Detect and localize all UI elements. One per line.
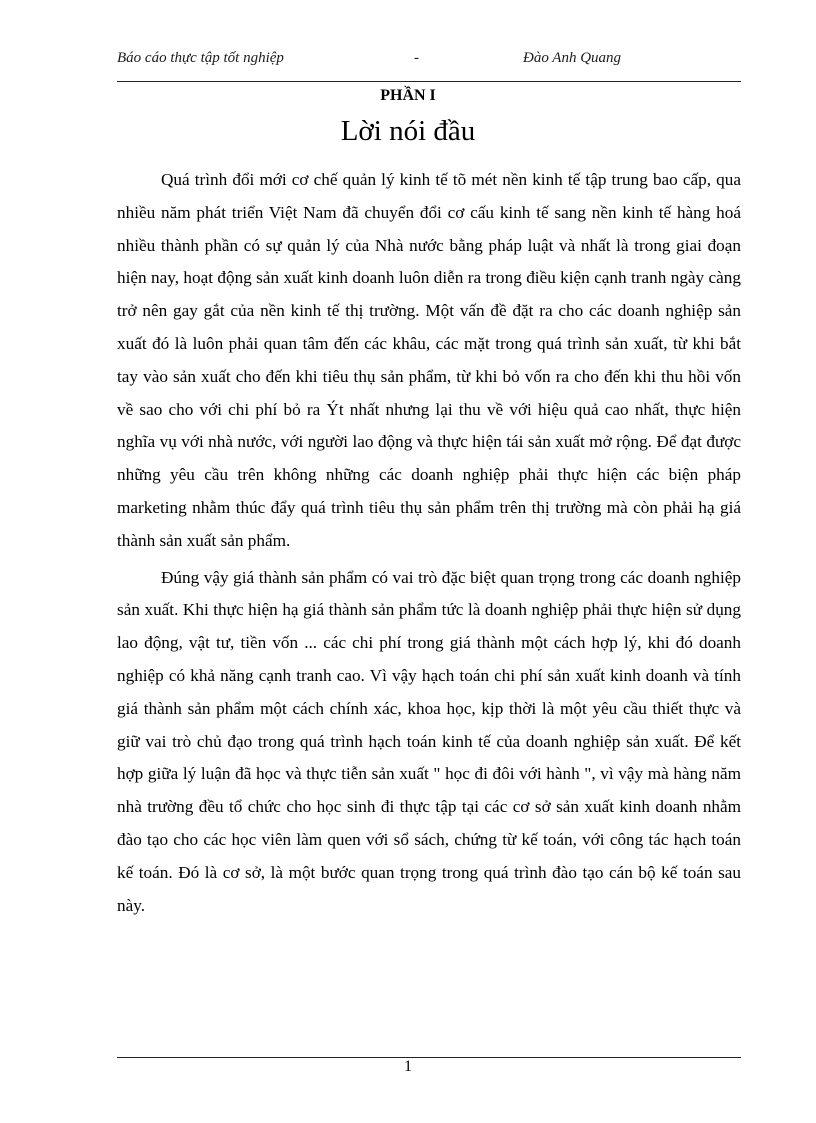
body-text bbox=[117, 164, 741, 922]
paragraph-2: Đúng vậy giá thành sản phẩm có vai trò đặc biệt quan trọng trong các doanh nghiệp sản xuất. Khi thực hiện hạ giá thành sản phẩm tức là doanh nghiệp phải thực hiện sử dụng lao động, vật tư, tiền vốn ... các chi phí trong giá thành một cách hợp lý, khi đó doanh nghiệp có khả năng cạnh tranh cao. Vì vậy hạch toán chi phí sản xuất kinh doanh và tính giá thành sản phẩm một cách chính xác, khoa học, kịp thời là một yêu cầu thiết thực và giữ vai trò chủ đạo trong quá trình hạch toán kinh tế của doanh nghiệp sản xuất. Để kết hợp giữa lý luận đã học và thực tiễn sản xuất " học đi đôi với hành ", vì vậy mà hàng năm nhà trường đều tổ chức cho học sinh đi thực tập tại các cơ sở sản xuất kinh doanh nhằm đào tạo cho các học viên làm quen với sổ sách, chứng từ kế toán, với công tác hạch toán kế toán. Đó là cơ sở, là một bước quan trọng trong quá trình đào tạo cán bộ kế toán sau này. bbox=[117, 567, 741, 915]
page-header bbox=[117, 50, 741, 72]
part-label: PHẦN I bbox=[380, 87, 436, 104]
header-rule bbox=[117, 81, 741, 82]
header-separator: - bbox=[414, 50, 419, 66]
paragraph-1: Quá trình đổi mới cơ chế quản lý kinh tế tõ mét nền kinh tế tập trung bao cấp, qua nhiều năm phát triển Việt Nam đã chuyển đổi cơ cấu kinh tế sang nền kinh tế hàng hoá nhiều thành phần có sự quản lý của Nhà nước bằng pháp luật và nhất là trong giai đoạn hiện nay, hoạt động sản xuất kinh doanh luôn diễn ra trong điều kiện cạnh tranh ngày càng trở nên gay gắt của nền kinh tế thị trường. Một vấn đề đặt ra cho các doanh nghiệp sản xuất đó là luôn phải quan tâm đến các khâu, các mặt trong quá trình sản xuất, từ khi bắt tay vào sản xuất cho đến khi tiêu thụ sản phẩm, từ khi bỏ vốn ra cho đến khi thu hồi vốn về sao cho với chi phí bỏ ra Ýt nhất nhưng lại thu về với hiệu quả cao nhất, thực hiện nghĩa vụ với nhà nước, với người lao động và thực hiện tái sản xuất mở rộng. Để đạt được những yêu cầu trên không những các doanh nghiệp phải thực hiện các biện pháp marketing nhằm thúc đẩy quá trình tiêu thụ sản phẩm trên thị trường mà còn phải hạ giá thành sản xuất sản phẩm. bbox=[117, 170, 741, 550]
header-author: Đào Anh Quang bbox=[523, 50, 622, 66]
page-number: 1 bbox=[404, 1058, 412, 1075]
header-document-title: Báo cáo thực tập tốt nghiệp bbox=[117, 50, 284, 66]
page-title: Lời nói đầu bbox=[340, 115, 476, 147]
